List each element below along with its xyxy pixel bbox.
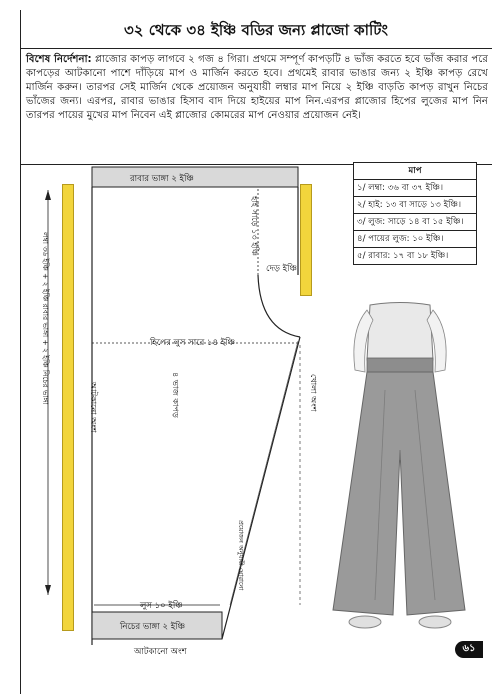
measurements-header: মাপ <box>354 163 477 180</box>
instructions-body: প্লাজোর কাপড় লাগবে ২ গজ ৪ গিরা। প্রথমে সম্পূর্ণ কাপড়টি ৪ ভাঁজ করতে হবে ভাঁজ করার পরে কাপড়ের আটকানো পাশে দাঁড়িয়ে মাপ ও মার্জিন করতে হবে। প্রথমেই রাবার ভাঙার জন্য ২ ইঞ্চি কাপড় রেখে মার্জিন করুন। তারপর সেই মার্জিন থেকে প্রয়োজন অনুযায়ী লম্বার মাপ নিয়ে ২ ইঞ্চি বাড়তি কাপড় রাখুন নিচের ভাঁজের জন্য। এরপর, রাবার ভাঙার হিসাব বাদ দিয়ে হাইয়ের মাপ নিন.এরপর প্লাজোর হিপের লুজের মাপ নিন তারপর পায়ের মুখের মাপ নিবেন এই প্লাজোর কোমরের মাপ নেওয়ার প্রয়োজন নেই। <box>26 54 488 121</box>
bottom-caption: আটকানো অংশ <box>134 647 187 657</box>
palazzo-model-illustration <box>325 300 475 640</box>
measurement-row: ৩/ লুজ: সাড়ে ১৪ বা ১৫ ইঞ্চি। <box>354 214 477 231</box>
instructions-heading: বিশেষ নির্দেশনা: <box>26 54 92 65</box>
fixed-side-label: আটকানো অংশ <box>89 382 99 433</box>
measurement-row: ৫/ রাবার: ১৭ বা ১৮ ইঞ্চি। <box>354 248 477 265</box>
measurement-row: ৪/ পায়ের লুজ: ১০ ইঞ্চি। <box>354 231 477 248</box>
measuring-tape-right <box>300 184 312 296</box>
measurement-row: ২/ হাই: ১৩ বা সাড়ে ১৩ ইঞ্চি। <box>354 197 477 214</box>
hem-loose-label: লুস ১০ ইঞ্চি <box>140 601 183 611</box>
page-title: ৩২ থেকে ৩৪ ইঞ্চি বডির জন্য প্লাজো কাটিং <box>20 14 492 49</box>
inseam-label: প্রয়োজন অনুযায়ী ঘোরানো <box>237 520 245 591</box>
length-label: লম্বা ৩৬ ইঞ্চি + ২ ইঞ্চি রাবার ভাঙ্গা + ২ ইঞ্চি নিচের ভাঙ্গা <box>41 232 50 405</box>
folded-fabric-label: ৪ ভাজ কাপড় <box>171 372 181 418</box>
measurement-row: ১/ লম্বা: ৩৬ বা ৩৭ ইঞ্চি। <box>354 180 477 197</box>
measurements-table <box>353 162 477 265</box>
hip-loose-label: হিপের লুস সারে ১৪ ইঞ্চি <box>150 338 235 348</box>
curve-label: দেড় ইঞ্চি <box>266 264 297 274</box>
bottom-band-label: নিচের ভাঙ্গা ২ ইঞ্চি <box>120 622 185 632</box>
page-number: ৬১ <box>455 641 483 658</box>
open-side-label: খোলা অংশ <box>309 374 319 412</box>
high-label: হাই সাড়ে ১৩ ইঞ্চি <box>250 196 260 257</box>
measuring-tape-left <box>62 184 74 631</box>
top-band-label: রাবার ভাঙ্গা ২ ইঞ্চি <box>130 174 194 184</box>
instructions-paragraph <box>26 53 488 123</box>
